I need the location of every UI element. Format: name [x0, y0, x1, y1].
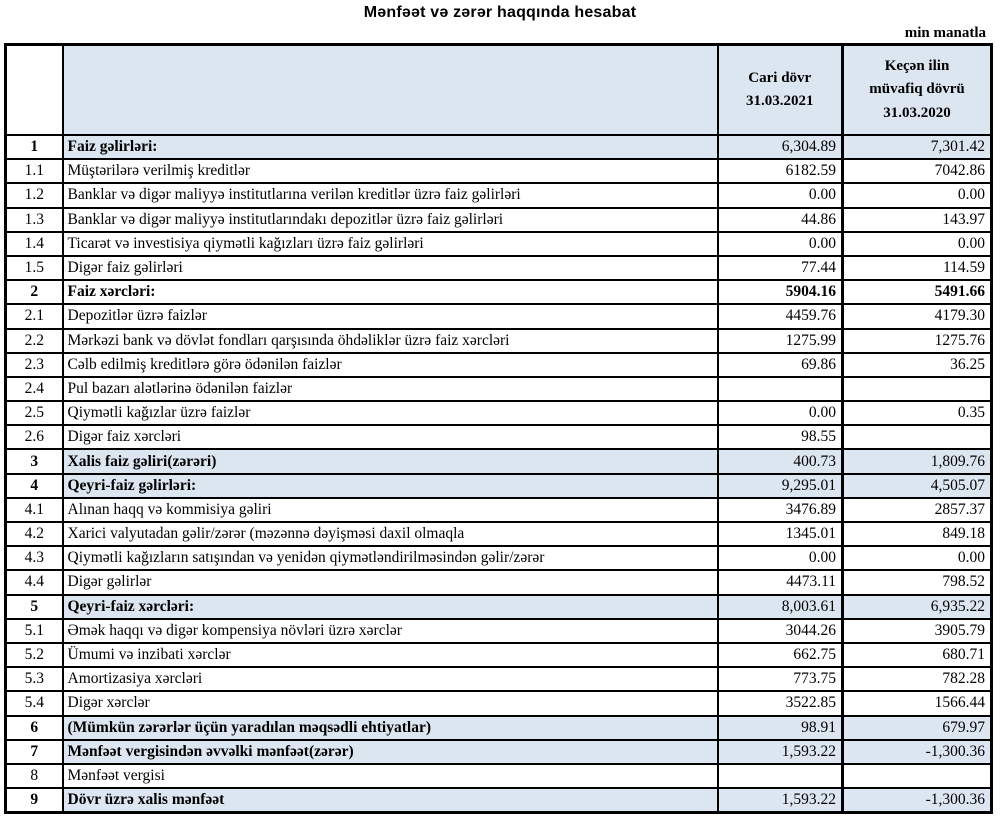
row-number: 4.2 [6, 522, 63, 546]
row-number: 1.1 [6, 159, 63, 183]
current-value: 5904.16 [718, 280, 843, 304]
row-label: Banklar və digər maliyyə institutlarına verilən kreditlər üzrə faiz gəlirləri [63, 183, 718, 207]
previous-value: -1,300.36 [843, 740, 992, 764]
row-number: 5.4 [6, 691, 63, 715]
row-number: 2.2 [6, 329, 63, 353]
row-label: Digər xərclər [63, 691, 718, 715]
previous-value: 114.59 [843, 256, 992, 280]
row-label: Ümumi və inzibati xərclər [63, 643, 718, 667]
previous-value: 6,935.22 [843, 595, 992, 619]
row-number: 5 [6, 595, 63, 619]
table-row [6, 208, 992, 232]
current-value: 3476.89 [718, 498, 843, 522]
row-label: Pul bazarı alətlərinə ödənilən faizlər [63, 377, 718, 401]
current-value [718, 764, 843, 788]
row-label: Banklar və digər maliyyə institutlarındakı depozitlər üzrə faiz gəlirləri [63, 208, 718, 232]
previous-value: 679.97 [843, 716, 992, 740]
row-label: Dövr üzrə xalis mənfəət [63, 788, 718, 813]
row-number: 1 [6, 135, 63, 159]
previous-value: 0.35 [843, 401, 992, 425]
previous-value: -1,300.36 [843, 788, 992, 813]
current-value: 400.73 [718, 449, 843, 473]
current-value: 773.75 [718, 667, 843, 691]
row-number: 4.3 [6, 546, 63, 570]
row-label: Faiz xərcləri: [63, 280, 718, 304]
row-label: Əmək haqqı və digər kompensiya növləri üzrə xərclər [63, 619, 718, 643]
previous-value: 798.52 [843, 570, 992, 594]
row-label: Digər faiz xərcləri [63, 425, 718, 449]
row-label: Depozitlər üzrə faizlər [63, 304, 718, 328]
row-number: 6 [6, 716, 63, 740]
row-number: 2.3 [6, 353, 63, 377]
row-label: Ticarət və investisiya qiymətli kağızları üzrə faiz gəlirləri [63, 232, 718, 256]
row-label: Qeyri-faiz xərcləri: [63, 595, 718, 619]
current-value: 9,295.01 [718, 474, 843, 498]
row-number: 7 [6, 740, 63, 764]
current-value: 69.86 [718, 353, 843, 377]
previous-value: 4,505.07 [843, 474, 992, 498]
previous-value: 5491.66 [843, 280, 992, 304]
previous-value [843, 377, 992, 401]
table-row [6, 522, 992, 546]
page-title: Mənfəət və zərər haqqında hesabat [363, 4, 637, 21]
row-label: Xarici valyutadan gəlir/zərər (məzənnə dəyişməsi daxil olmaqla [63, 522, 718, 546]
table-row [6, 474, 992, 498]
table-row [6, 788, 992, 813]
row-label: Digər faiz gəlirləri [63, 256, 718, 280]
table-body [6, 135, 992, 813]
current-value [718, 377, 843, 401]
current-value: 0.00 [718, 183, 843, 207]
row-number: 1.3 [6, 208, 63, 232]
row-number: 1.2 [6, 183, 63, 207]
row-number: 5.3 [6, 667, 63, 691]
previous-value [843, 425, 992, 449]
previous-value: 2857.37 [843, 498, 992, 522]
header-previous-period: Keçən ilin müvafiq dövrü 31.03.2020 [843, 45, 992, 136]
current-value: 3522.85 [718, 691, 843, 715]
header-row [6, 45, 992, 136]
row-label: Qiymətli kağızlar üzrə faizlər [63, 401, 718, 425]
previous-value [843, 764, 992, 788]
previous-value: 0.00 [843, 232, 992, 256]
table-row [6, 232, 992, 256]
current-value: 0.00 [718, 232, 843, 256]
current-value: 3044.26 [718, 619, 843, 643]
row-label: Cəlb edilmiş kreditlərə görə ödənilən faizlər [63, 353, 718, 377]
previous-value: 1275.76 [843, 329, 992, 353]
current-value: 6182.59 [718, 159, 843, 183]
table-row [6, 353, 992, 377]
row-label: Müştərilərə verilmiş kreditlər [63, 159, 718, 183]
row-number: 1.5 [6, 256, 63, 280]
table-row [6, 401, 992, 425]
current-value: 98.91 [718, 716, 843, 740]
current-value: 0.00 [718, 401, 843, 425]
row-number: 5.2 [6, 643, 63, 667]
current-value: 4459.76 [718, 304, 843, 328]
previous-value: 680.71 [843, 643, 992, 667]
previous-value: 4179.30 [843, 304, 992, 328]
row-number: 4 [6, 474, 63, 498]
row-label: Qiymətli kağızların satışından və yenidən qiymətləndirilməsindən gəlir/zərər [63, 546, 718, 570]
current-value: 8,003.61 [718, 595, 843, 619]
previous-value: 36.25 [843, 353, 992, 377]
header-current-period: Cari dövr 31.03.2021 [718, 45, 843, 136]
row-number: 5.1 [6, 619, 63, 643]
row-number: 2.6 [6, 425, 63, 449]
profit-loss-table [4, 43, 993, 814]
current-value: 44.86 [718, 208, 843, 232]
row-number: 2 [6, 280, 63, 304]
table-row [6, 256, 992, 280]
previous-value: 1,809.76 [843, 449, 992, 473]
current-value: 1,593.22 [718, 788, 843, 813]
table-row [6, 377, 992, 401]
current-value: 1,593.22 [718, 740, 843, 764]
table-row [6, 740, 992, 764]
row-label: Amortizasiya xərcləri [63, 667, 718, 691]
table-row [6, 425, 992, 449]
current-value: 662.75 [718, 643, 843, 667]
header-description [63, 45, 718, 136]
table-row [6, 716, 992, 740]
row-label: Alınan haqq və kommisiya gəliri [63, 498, 718, 522]
current-value: 4473.11 [718, 570, 843, 594]
row-label: Digər gəlirlər [63, 570, 718, 594]
table-row [6, 498, 992, 522]
row-label: Mənfəət vergisi [63, 764, 718, 788]
table-row [6, 329, 992, 353]
previous-value: 3905.79 [843, 619, 992, 643]
table-row [6, 691, 992, 715]
table-row [6, 570, 992, 594]
row-number: 3 [6, 449, 63, 473]
previous-value: 7042.86 [843, 159, 992, 183]
row-label: (Mümkün zərərlər üçün yaradılan məqsədli ehtiyatlar) [63, 716, 718, 740]
row-number: 2.1 [6, 304, 63, 328]
row-number: 8 [6, 764, 63, 788]
table-header [6, 45, 992, 136]
row-number: 4.1 [6, 498, 63, 522]
header-number [6, 45, 63, 136]
table-row [6, 280, 992, 304]
row-number: 2.5 [6, 401, 63, 425]
table-row [6, 546, 992, 570]
unit-note: min manatla [904, 25, 986, 41]
table-row [6, 159, 992, 183]
current-value: 0.00 [718, 546, 843, 570]
previous-value: 143.97 [843, 208, 992, 232]
current-value: 6,304.89 [718, 135, 843, 159]
current-value: 1345.01 [718, 522, 843, 546]
row-number: 4.4 [6, 570, 63, 594]
row-number: 2.4 [6, 377, 63, 401]
row-label: Mərkəzi bank və dövlət fondları qarşısında öhdəliklər üzrə faiz xərcləri [63, 329, 718, 353]
previous-value: 7,301.42 [843, 135, 992, 159]
table-row [6, 667, 992, 691]
current-value: 98.55 [718, 425, 843, 449]
table-row [6, 449, 992, 473]
table-row [6, 135, 992, 159]
table-row [6, 183, 992, 207]
previous-value: 849.18 [843, 522, 992, 546]
table-row [6, 643, 992, 667]
row-label: Xalis faiz gəliri(zərəri) [63, 449, 718, 473]
table-row [6, 595, 992, 619]
table-row [6, 304, 992, 328]
row-label: Qeyri-faiz gəlirləri: [63, 474, 718, 498]
current-value: 77.44 [718, 256, 843, 280]
table-row [6, 619, 992, 643]
row-number: 1.4 [6, 232, 63, 256]
previous-value: 1566.44 [843, 691, 992, 715]
row-label: Mənfəət vergisindən əvvəlki mənfəət(zərər) [63, 740, 718, 764]
previous-value: 782.28 [843, 667, 992, 691]
table-row [6, 764, 992, 788]
previous-value: 0.00 [843, 546, 992, 570]
row-label: Faiz gəlirləri: [63, 135, 718, 159]
previous-value: 0.00 [843, 183, 992, 207]
current-value: 1275.99 [718, 329, 843, 353]
row-number: 9 [6, 788, 63, 813]
